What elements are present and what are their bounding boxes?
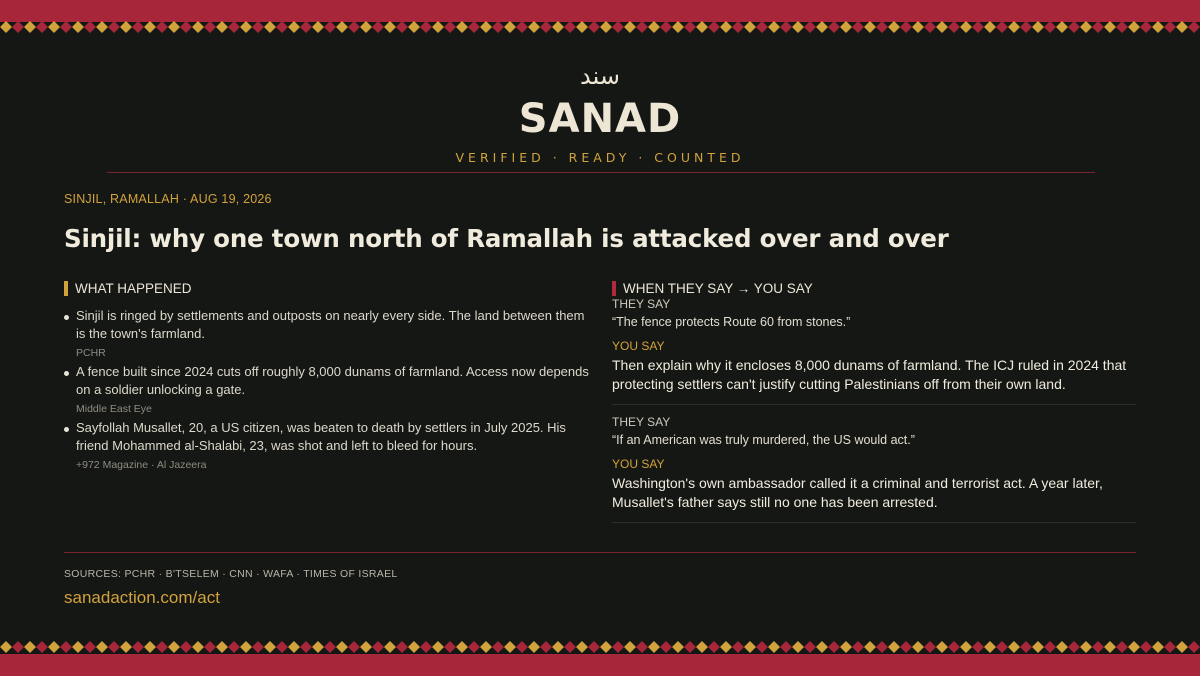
diamond-ornament <box>60 21 72 33</box>
diamond-ornament <box>240 21 252 33</box>
diamond-ornament <box>12 641 24 653</box>
diamond-ornament <box>636 21 648 33</box>
diamond-ornament <box>132 21 144 33</box>
diamond-ornament <box>396 641 408 653</box>
diamond-ornament <box>396 21 408 33</box>
diamond-ornament <box>252 641 264 653</box>
masthead <box>0 60 1200 165</box>
footer-divider <box>64 552 1136 553</box>
diamond-ornament <box>1092 641 1104 653</box>
diamond-ornament <box>420 641 432 653</box>
diamond-ornament <box>48 21 60 33</box>
diamond-ornament <box>696 641 708 653</box>
diamond-ornament <box>504 641 516 653</box>
diamond-ornament <box>192 21 204 33</box>
diamond-ornament <box>1152 21 1164 33</box>
header-divider <box>107 172 1095 173</box>
diamond-ornament <box>264 21 276 33</box>
diamond-ornament <box>936 21 948 33</box>
they-say-label: THEY SAY <box>612 297 671 311</box>
diamond-ornament <box>108 641 120 653</box>
diamond-ornament <box>468 21 480 33</box>
diamond-ornament <box>552 21 564 33</box>
diamond-ornament <box>180 21 192 33</box>
diamond-ornament <box>24 21 36 33</box>
diamond-ornament <box>372 641 384 653</box>
diamond-ornament <box>96 21 108 33</box>
diamond-ornament <box>516 641 528 653</box>
diamond-ornament <box>1068 641 1080 653</box>
diamond-ornament <box>360 641 372 653</box>
they-say-title: WHEN THEY SAY → YOU SAY <box>623 281 813 296</box>
diamond-ornament <box>468 641 480 653</box>
bullet-icon <box>64 371 69 376</box>
diamond-ornament <box>756 641 768 653</box>
they-say-heading <box>612 280 1136 297</box>
diamond-ornament <box>1116 641 1128 653</box>
diamond-ornament <box>168 641 180 653</box>
diamond-ornament <box>792 641 804 653</box>
diamond-ornament <box>228 641 240 653</box>
diamond-ornament <box>1044 641 1056 653</box>
diamond-ornament <box>360 21 372 33</box>
diamond-ornament <box>600 21 612 33</box>
diamond-ornament <box>1056 641 1068 653</box>
diamond-ornament <box>972 21 984 33</box>
diamond-ornament <box>1164 21 1176 33</box>
diamond-ornament <box>1128 21 1140 33</box>
diamond-ornament <box>960 21 972 33</box>
diamond-ornament <box>216 21 228 33</box>
diamond-ornament <box>84 21 96 33</box>
diamond-ornament <box>624 641 636 653</box>
diamond-ornament <box>348 21 360 33</box>
diamond-ornament <box>492 641 504 653</box>
diamond-ornament <box>876 21 888 33</box>
diamond-ornament <box>540 21 552 33</box>
diamond-ornament <box>852 21 864 33</box>
diamond-ornament <box>324 21 336 33</box>
diamond-ornament <box>996 21 1008 33</box>
you-say-label: YOU SAY <box>612 457 665 471</box>
action-link[interactable]: sanadaction.com/act <box>64 588 220 607</box>
diamond-ornament <box>888 641 900 653</box>
item-text: Sinjil is ringed by settlements and outposts on nearly every side. The land between them is the town's farmland. <box>76 308 585 341</box>
diamond-ornament <box>612 21 624 33</box>
diamond-ornament <box>372 21 384 33</box>
diamond-ornament <box>852 641 864 653</box>
diamond-ornament <box>876 641 888 653</box>
diamond-ornament <box>36 21 48 33</box>
diamond-ornament <box>912 641 924 653</box>
diamond-ornament <box>588 21 600 33</box>
diamond-ornament <box>900 21 912 33</box>
diamond-ornament <box>696 21 708 33</box>
bullet-icon <box>64 427 69 432</box>
section-marker <box>64 281 68 296</box>
diamond-ornament <box>384 641 396 653</box>
diamond-ornament <box>336 641 348 653</box>
diamond-ornament <box>1020 641 1032 653</box>
diamond-ornament <box>816 21 828 33</box>
diamond-ornament <box>924 21 936 33</box>
they-say-label: THEY SAY <box>612 415 671 429</box>
diamond-ornament <box>1080 21 1092 33</box>
diamond-ornament <box>732 21 744 33</box>
item-text: Sayfollah Musallet, 20, a US citizen, was beaten to death by settlers in July 2025. His friend Mohammed al-Shalabi, 23, was shot and left to bleed for hours. <box>76 420 566 453</box>
they-say-quote: “If an American was truly murdered, the US would act.” <box>612 433 915 447</box>
headline: Sinjil: why one town north of Ramallah is attacked over and over <box>64 224 949 253</box>
diamond-ornament <box>804 21 816 33</box>
diamond-ornament <box>132 641 144 653</box>
diamond-ornament <box>120 21 132 33</box>
diamond-ornament <box>900 641 912 653</box>
diamond-ornament <box>624 21 636 33</box>
diamond-ornament <box>300 641 312 653</box>
diamond-ornament <box>1068 21 1080 33</box>
diamond-ornament <box>456 641 468 653</box>
diamond-ornament <box>600 641 612 653</box>
diamond-ornament <box>732 641 744 653</box>
diamond-ornament <box>1152 641 1164 653</box>
rebuttal-pair <box>612 415 1136 523</box>
diamond-ornament <box>444 641 456 653</box>
diamond-ornament <box>192 641 204 653</box>
diamond-ornament <box>864 641 876 653</box>
diamond-ornament <box>756 21 768 33</box>
diamond-ornament <box>840 21 852 33</box>
diamond-ornament <box>408 641 420 653</box>
diamond-ornament <box>480 21 492 33</box>
diamond-ornament <box>660 641 672 653</box>
diamond-ornament <box>216 641 228 653</box>
you-say-label: YOU SAY <box>612 339 665 353</box>
diamond-ornament <box>540 641 552 653</box>
bullet-icon <box>64 315 69 320</box>
diamond-ornament <box>1164 641 1176 653</box>
diamond-ornament <box>612 641 624 653</box>
diamond-ornament <box>828 21 840 33</box>
diamond-ornament <box>1044 21 1056 33</box>
diamond-ornament <box>72 21 84 33</box>
diamond-ornament <box>1128 641 1140 653</box>
diamond-ornament <box>240 641 252 653</box>
diamond-ornament <box>1008 21 1020 33</box>
diamond-ornament <box>156 21 168 33</box>
item-source: Middle East Eye <box>76 403 152 415</box>
diamond-ornament <box>576 21 588 33</box>
diamond-ornament <box>864 21 876 33</box>
diamond-ornament <box>1020 21 1032 33</box>
diamond-ornament <box>12 21 24 33</box>
diamond-ornament <box>1104 641 1116 653</box>
list-item <box>64 307 594 361</box>
list-item <box>64 419 594 473</box>
diamond-ornament <box>708 21 720 33</box>
item-source: PCHR <box>76 347 106 359</box>
diamond-ornament <box>1176 641 1188 653</box>
diamond-ornament <box>984 641 996 653</box>
diamond-ornament <box>456 21 468 33</box>
diamond-ornament <box>672 641 684 653</box>
diamond-ornament <box>504 21 516 33</box>
diamond-ornament <box>1032 21 1044 33</box>
diamond-ornament <box>264 641 276 653</box>
diamond-ornament <box>804 641 816 653</box>
diamond-ornament <box>384 21 396 33</box>
diamond-ornament <box>780 641 792 653</box>
bottom-band <box>0 654 1200 676</box>
diamond-ornament <box>300 21 312 33</box>
sources-line: SOURCES: PCHR · B'TSELEM · CNN · WAFA · TIMES OF ISRAEL <box>64 568 398 580</box>
item-text: A fence built since 2024 cuts off roughly 8,000 dunams of farmland. Access now depends on a soldier unlocking a gate. <box>76 364 589 397</box>
item-source: +972 Magazine · Al Jazeera <box>76 459 207 471</box>
diamond-ornament <box>936 641 948 653</box>
diamond-ornament <box>108 21 120 33</box>
diamond-ornament <box>1008 641 1020 653</box>
diamond-ornament <box>564 641 576 653</box>
diamond-ornament <box>96 641 108 653</box>
diamond-ornament <box>276 21 288 33</box>
diamond-ornament <box>144 641 156 653</box>
diamond-ornament <box>492 21 504 33</box>
diamond-ornament <box>528 21 540 33</box>
diamond-ornament <box>432 21 444 33</box>
diamond-ornament <box>276 641 288 653</box>
diamond-ornament <box>588 641 600 653</box>
diamond-ornament <box>972 641 984 653</box>
diamond-ornament <box>576 641 588 653</box>
diamond-ornament <box>288 21 300 33</box>
diamond-ornament <box>480 641 492 653</box>
diamond-ornament <box>288 641 300 653</box>
diamond-ornament <box>1116 21 1128 33</box>
diamond-ornament <box>780 21 792 33</box>
they-say-quote: “The fence protects Route 60 from stones.” <box>612 315 851 329</box>
what-happened-title: WHAT HAPPENED <box>75 281 192 296</box>
diamond-ornament <box>984 21 996 33</box>
diamond-ornament <box>228 21 240 33</box>
diamond-ornament <box>60 641 72 653</box>
diamond-ornament <box>888 21 900 33</box>
diamond-ornament <box>948 21 960 33</box>
diamond-ornament <box>432 641 444 653</box>
what-happened-heading <box>64 280 594 297</box>
diamond-ornament <box>1092 21 1104 33</box>
diamond-ornament <box>252 21 264 33</box>
diamond-ornament <box>924 641 936 653</box>
diamond-ornament <box>768 641 780 653</box>
diamond-ornament <box>1104 21 1116 33</box>
diamond-ornament <box>72 641 84 653</box>
diamond-ornament <box>828 641 840 653</box>
diamond-ornament <box>324 641 336 653</box>
diamond-ornament <box>660 21 672 33</box>
diamond-ornament <box>1080 641 1092 653</box>
diamond-ornament <box>1032 641 1044 653</box>
diamond-ornament <box>684 21 696 33</box>
list-item <box>64 363 594 417</box>
what-happened-section <box>64 280 594 475</box>
diamond-ornament <box>48 641 60 653</box>
diamond-ornament <box>336 21 348 33</box>
tagline: VERIFIED · READY · COUNTED <box>455 150 745 165</box>
diamond-ornament <box>204 641 216 653</box>
brand-name: SANAD <box>518 96 682 142</box>
diamond-ornament <box>564 21 576 33</box>
rebuttal-pair <box>612 297 1136 405</box>
diamond-ornament <box>768 21 780 33</box>
diamond-ornament <box>204 21 216 33</box>
arabic-logo: سند <box>580 62 620 90</box>
diamond-ornament <box>792 21 804 33</box>
diamond-ornament <box>744 21 756 33</box>
diamond-ornament <box>120 641 132 653</box>
diamond-ornament <box>144 21 156 33</box>
diamond-ornament <box>1188 641 1200 653</box>
diamond-ornament <box>684 641 696 653</box>
you-say-answer: Washington's own ambassador called it a criminal and terrorist act. A year later, Musallet's father says still no one has been arrested. <box>612 475 1103 510</box>
diamond-ornament <box>648 641 660 653</box>
top-diamond-border <box>0 20 1200 34</box>
diamond-ornament <box>0 21 12 33</box>
diamond-ornament <box>156 641 168 653</box>
diamond-ornament <box>24 641 36 653</box>
diamond-ornament <box>312 641 324 653</box>
diamond-ornament <box>408 21 420 33</box>
diamond-ornament <box>84 641 96 653</box>
diamond-ornament <box>420 21 432 33</box>
they-say-you-say-section <box>612 280 1136 533</box>
diamond-ornament <box>948 641 960 653</box>
diamond-ornament <box>0 641 12 653</box>
diamond-ornament <box>648 21 660 33</box>
diamond-ornament <box>552 641 564 653</box>
diamond-ornament <box>168 21 180 33</box>
diamond-ornament <box>1140 21 1152 33</box>
diamond-ornament <box>672 21 684 33</box>
diamond-ornament <box>636 641 648 653</box>
diamond-ornament <box>720 21 732 33</box>
diamond-ornament <box>1176 21 1188 33</box>
diamond-ornament <box>960 641 972 653</box>
diamond-ornament <box>816 641 828 653</box>
diamond-ornament <box>348 641 360 653</box>
diamond-ornament <box>912 21 924 33</box>
diamond-ornament <box>996 641 1008 653</box>
diamond-ornament <box>708 641 720 653</box>
diamond-ornament <box>180 641 192 653</box>
diamond-ornament <box>516 21 528 33</box>
diamond-ornament <box>744 641 756 653</box>
diamond-ornament <box>1056 21 1068 33</box>
diamond-ornament <box>36 641 48 653</box>
what-happened-list <box>64 307 594 473</box>
diamond-ornament <box>312 21 324 33</box>
diamond-ornament <box>1188 21 1200 33</box>
bottom-diamond-border <box>0 640 1200 654</box>
dateline: SINJIL, RAMALLAH · AUG 19, 2026 <box>64 192 272 206</box>
diamond-ornament <box>444 21 456 33</box>
top-band <box>0 0 1200 22</box>
section-marker <box>612 281 616 296</box>
you-say-answer: Then explain why it encloses 8,000 dunams of farmland. The ICJ ruled in 2024 that protecting settlers can't justify cutting Palestinians off from their own land. <box>612 357 1127 392</box>
diamond-ornament <box>1140 641 1152 653</box>
diamond-ornament <box>720 641 732 653</box>
diamond-ornament <box>528 641 540 653</box>
diamond-ornament <box>840 641 852 653</box>
